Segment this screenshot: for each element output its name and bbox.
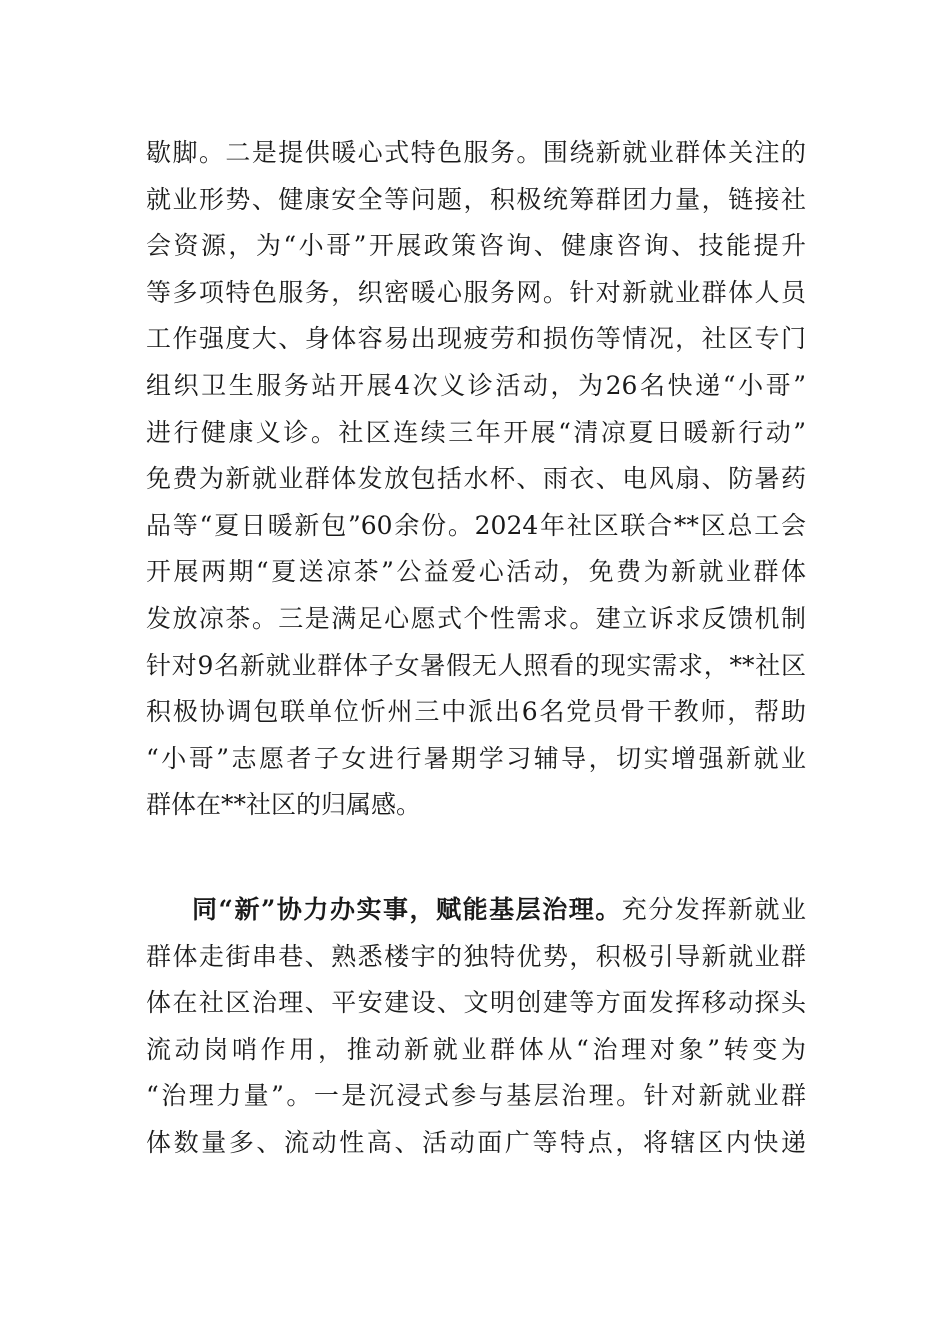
- paragraph-heading: 同“新”协力办实事，赋能基层治理。: [192, 895, 622, 924]
- body-paragraph-governance: [146, 887, 806, 1167]
- text-line: 流动岗哨作用，推动新就业群体从“治理对象”转变为: [146, 1034, 806, 1064]
- text-line: 针对9名新就业群体子女暑假无人照看的现实需求，**社区: [146, 650, 806, 680]
- text-line: 等多项特色服务，织密暖心服务网。针对新就业群体人员: [146, 277, 806, 307]
- text-line: “小哥”志愿者子女进行暑期学习辅导，切实增强新就业: [146, 743, 806, 773]
- text-line: 会资源，为“小哥”开展政策咨询、健康咨询、技能提升: [146, 231, 806, 261]
- text-run: 充分发挥新就业: [621, 895, 806, 924]
- text-line: 群体走街串巷、熟悉楼宇的独特优势，积极引导新就业群: [146, 941, 806, 971]
- text-line: 品等“夏日暖新包”60余份。2024年社区联合**区总工会: [146, 510, 806, 540]
- text-line: “治理力量”。一是沉浸式参与基层治理。针对新就业群: [146, 1081, 806, 1111]
- text-line: 群体在**社区的归属感。: [146, 790, 422, 820]
- text-line: 就业形势、健康安全等问题，积极统筹群团力量，链接社: [146, 184, 806, 214]
- text-line: 进行健康义诊。社区连续三年开展“清凉夏日暖新行动”: [146, 417, 806, 447]
- text-line: 歇脚。二是提供暖心式特色服务。围绕新就业群体关注的: [146, 138, 806, 167]
- text-line: 组织卫生服务站开展4次义诊活动，为26名快递“小哥”: [146, 370, 806, 400]
- text-line: 开展两期“夏送凉茶”公益爱心活动，免费为新就业群体: [146, 557, 806, 587]
- text-line: 积极协调包联单位忻州三中派出6名党员骨干教师，帮助: [146, 697, 806, 727]
- text-line: 发放凉茶。三是满足心愿式个性需求。建立诉求反馈机制: [146, 603, 806, 633]
- body-paragraph-services: [146, 130, 806, 829]
- text-line-first: [146, 887, 806, 934]
- text-line: 体数量多、流动性高、活动面广等特点，将辖区内快递: [146, 1127, 806, 1157]
- text-line: 工作强度大、身体容易出现疲劳和损伤等情况，社区专门: [146, 324, 806, 354]
- text-line: 体在社区治理、平安建设、文明创建等方面发挥移动探头: [146, 988, 806, 1018]
- text-line: 免费为新就业群体发放包括水杯、雨衣、电风扇、防暑药: [146, 464, 806, 494]
